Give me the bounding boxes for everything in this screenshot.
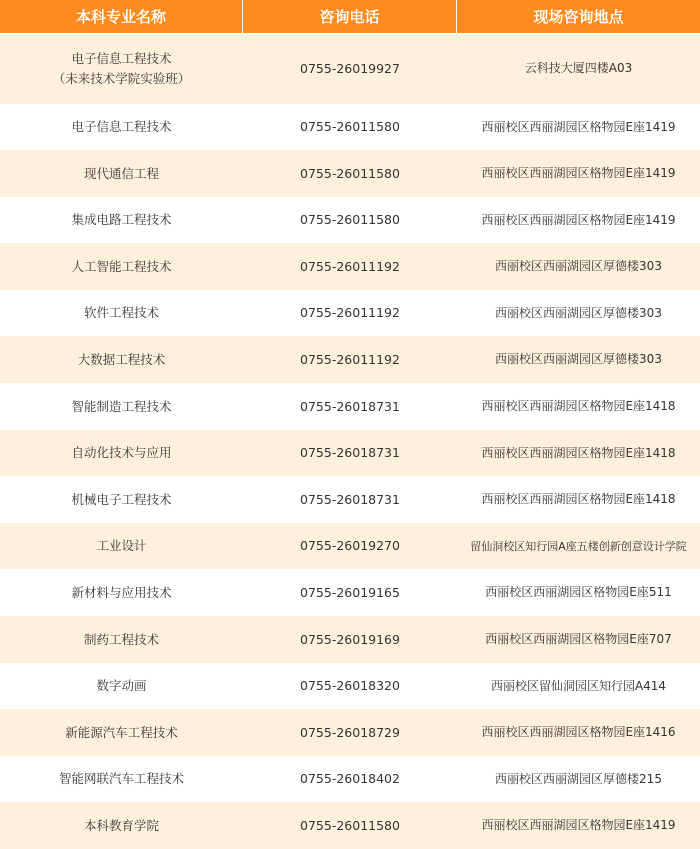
table-row xyxy=(0,569,700,616)
major-cell: 制药工程技术 xyxy=(83,631,159,647)
major-cell: 电子信息工程技术 xyxy=(71,119,172,135)
table-row xyxy=(0,243,700,290)
phone-cell: 0755-26019169 xyxy=(300,631,400,647)
phone-cell: 0755-26018731 xyxy=(300,398,400,414)
table-row xyxy=(0,756,700,803)
location-cell: 西丽校区西丽湖园区格物园E座1419 xyxy=(481,818,676,833)
phone-cell: 0755-26018731 xyxy=(300,491,400,507)
phone-cell: 0755-26018729 xyxy=(300,724,400,740)
table-row xyxy=(0,197,700,244)
phone-cell: 0755-26011580 xyxy=(300,818,400,834)
header-major: 本科专业名称 xyxy=(0,0,243,33)
table-row xyxy=(0,34,700,104)
location-cell: 西丽校区西丽湖园区格物园E座1418 xyxy=(481,492,676,507)
phone-cell: 0755-26011192 xyxy=(300,352,400,368)
major-cell: 软件工程技术 xyxy=(83,305,159,321)
table-row xyxy=(0,802,700,849)
location-cell: 西丽校区西丽湖园区厚德楼215 xyxy=(495,771,662,786)
phone-cell: 0755-26011580 xyxy=(300,212,400,228)
phone-cell: 0755-26011580 xyxy=(300,119,400,135)
major-note: （未来技术学院实验班） xyxy=(52,70,191,86)
header-location: 现场咨询地点 xyxy=(533,7,624,26)
table-row xyxy=(0,290,700,337)
table-row xyxy=(0,430,700,477)
location-cell: 西丽校区西丽湖园区格物园E座511 xyxy=(485,585,672,600)
phone-cell: 0755-26019927 xyxy=(300,60,400,76)
location-cell: 西丽校区西丽湖园区格物园E座1416 xyxy=(481,725,676,740)
location-cell: 西丽校区留仙洞园区知行园A414 xyxy=(490,678,667,693)
phone-cell: 0755-26019270 xyxy=(300,538,400,554)
major-cell: 智能网联汽车工程技术 xyxy=(58,771,184,787)
table-row xyxy=(0,150,700,197)
location-cell: 西丽校区西丽湖园区格物园E座1419 xyxy=(481,119,676,134)
phone-cell: 0755-26018731 xyxy=(300,445,400,461)
major-cell: 现代通信工程 xyxy=(83,165,159,181)
location-cell: 留仙洞校区知行园A座五楼创新创意设计学院 xyxy=(470,539,687,553)
major-cell: 本科教育学院 xyxy=(83,818,159,834)
major-cell: 新材料与应用技术 xyxy=(71,585,172,601)
location-cell: 西丽校区西丽湖园区格物园E座707 xyxy=(485,632,672,647)
table-row xyxy=(0,476,700,523)
location-cell: 云科技大厦四楼A03 xyxy=(524,61,633,76)
major-cell: 集成电路工程技术 xyxy=(71,212,172,228)
major-cell: 数字动画 xyxy=(96,678,147,694)
phone-cell: 0755-26018320 xyxy=(300,678,400,694)
major-cell xyxy=(0,34,243,104)
phone-cell: 0755-26018402 xyxy=(300,771,400,787)
location-cell: 西丽校区西丽湖园区厚德楼303 xyxy=(495,352,662,367)
table-row xyxy=(0,663,700,710)
location-cell: 西丽校区西丽湖园区格物园E座1418 xyxy=(481,445,676,460)
major-cell: 大数据工程技术 xyxy=(77,352,166,368)
location-cell: 西丽校区西丽湖园区厚德楼303 xyxy=(495,259,662,274)
table-row xyxy=(0,709,700,756)
table-row xyxy=(0,523,700,570)
table-row xyxy=(0,336,700,383)
major-cell: 工业设计 xyxy=(96,538,147,554)
phone-cell: 0755-26011580 xyxy=(300,165,400,181)
table-row xyxy=(0,616,700,663)
table-row xyxy=(0,383,700,430)
major-cell: 自动化技术与应用 xyxy=(71,445,172,461)
location-cell: 西丽校区西丽湖园区厚德楼303 xyxy=(495,305,662,320)
phone-cell: 0755-26019165 xyxy=(300,585,400,601)
location-cell: 西丽校区西丽湖园区格物园E座1419 xyxy=(481,166,676,181)
table-body xyxy=(0,34,700,849)
major-cell: 机械电子工程技术 xyxy=(71,491,172,507)
phone-cell: 0755-26011192 xyxy=(300,258,400,274)
major-cell: 人工智能工程技术 xyxy=(71,258,172,274)
location-cell: 西丽校区西丽湖园区格物园E座1419 xyxy=(481,212,676,227)
location-cell: 西丽校区西丽湖园区格物园E座1418 xyxy=(481,399,676,414)
phone-cell: 0755-26011192 xyxy=(300,305,400,321)
table-header xyxy=(0,0,700,34)
major-cell: 智能制造工程技术 xyxy=(71,398,172,414)
major-name: 电子信息工程技术 xyxy=(71,51,172,67)
major-cell: 新能源汽车工程技术 xyxy=(65,724,178,740)
header-phone: 咨询电话 xyxy=(243,0,457,33)
table-row xyxy=(0,104,700,151)
